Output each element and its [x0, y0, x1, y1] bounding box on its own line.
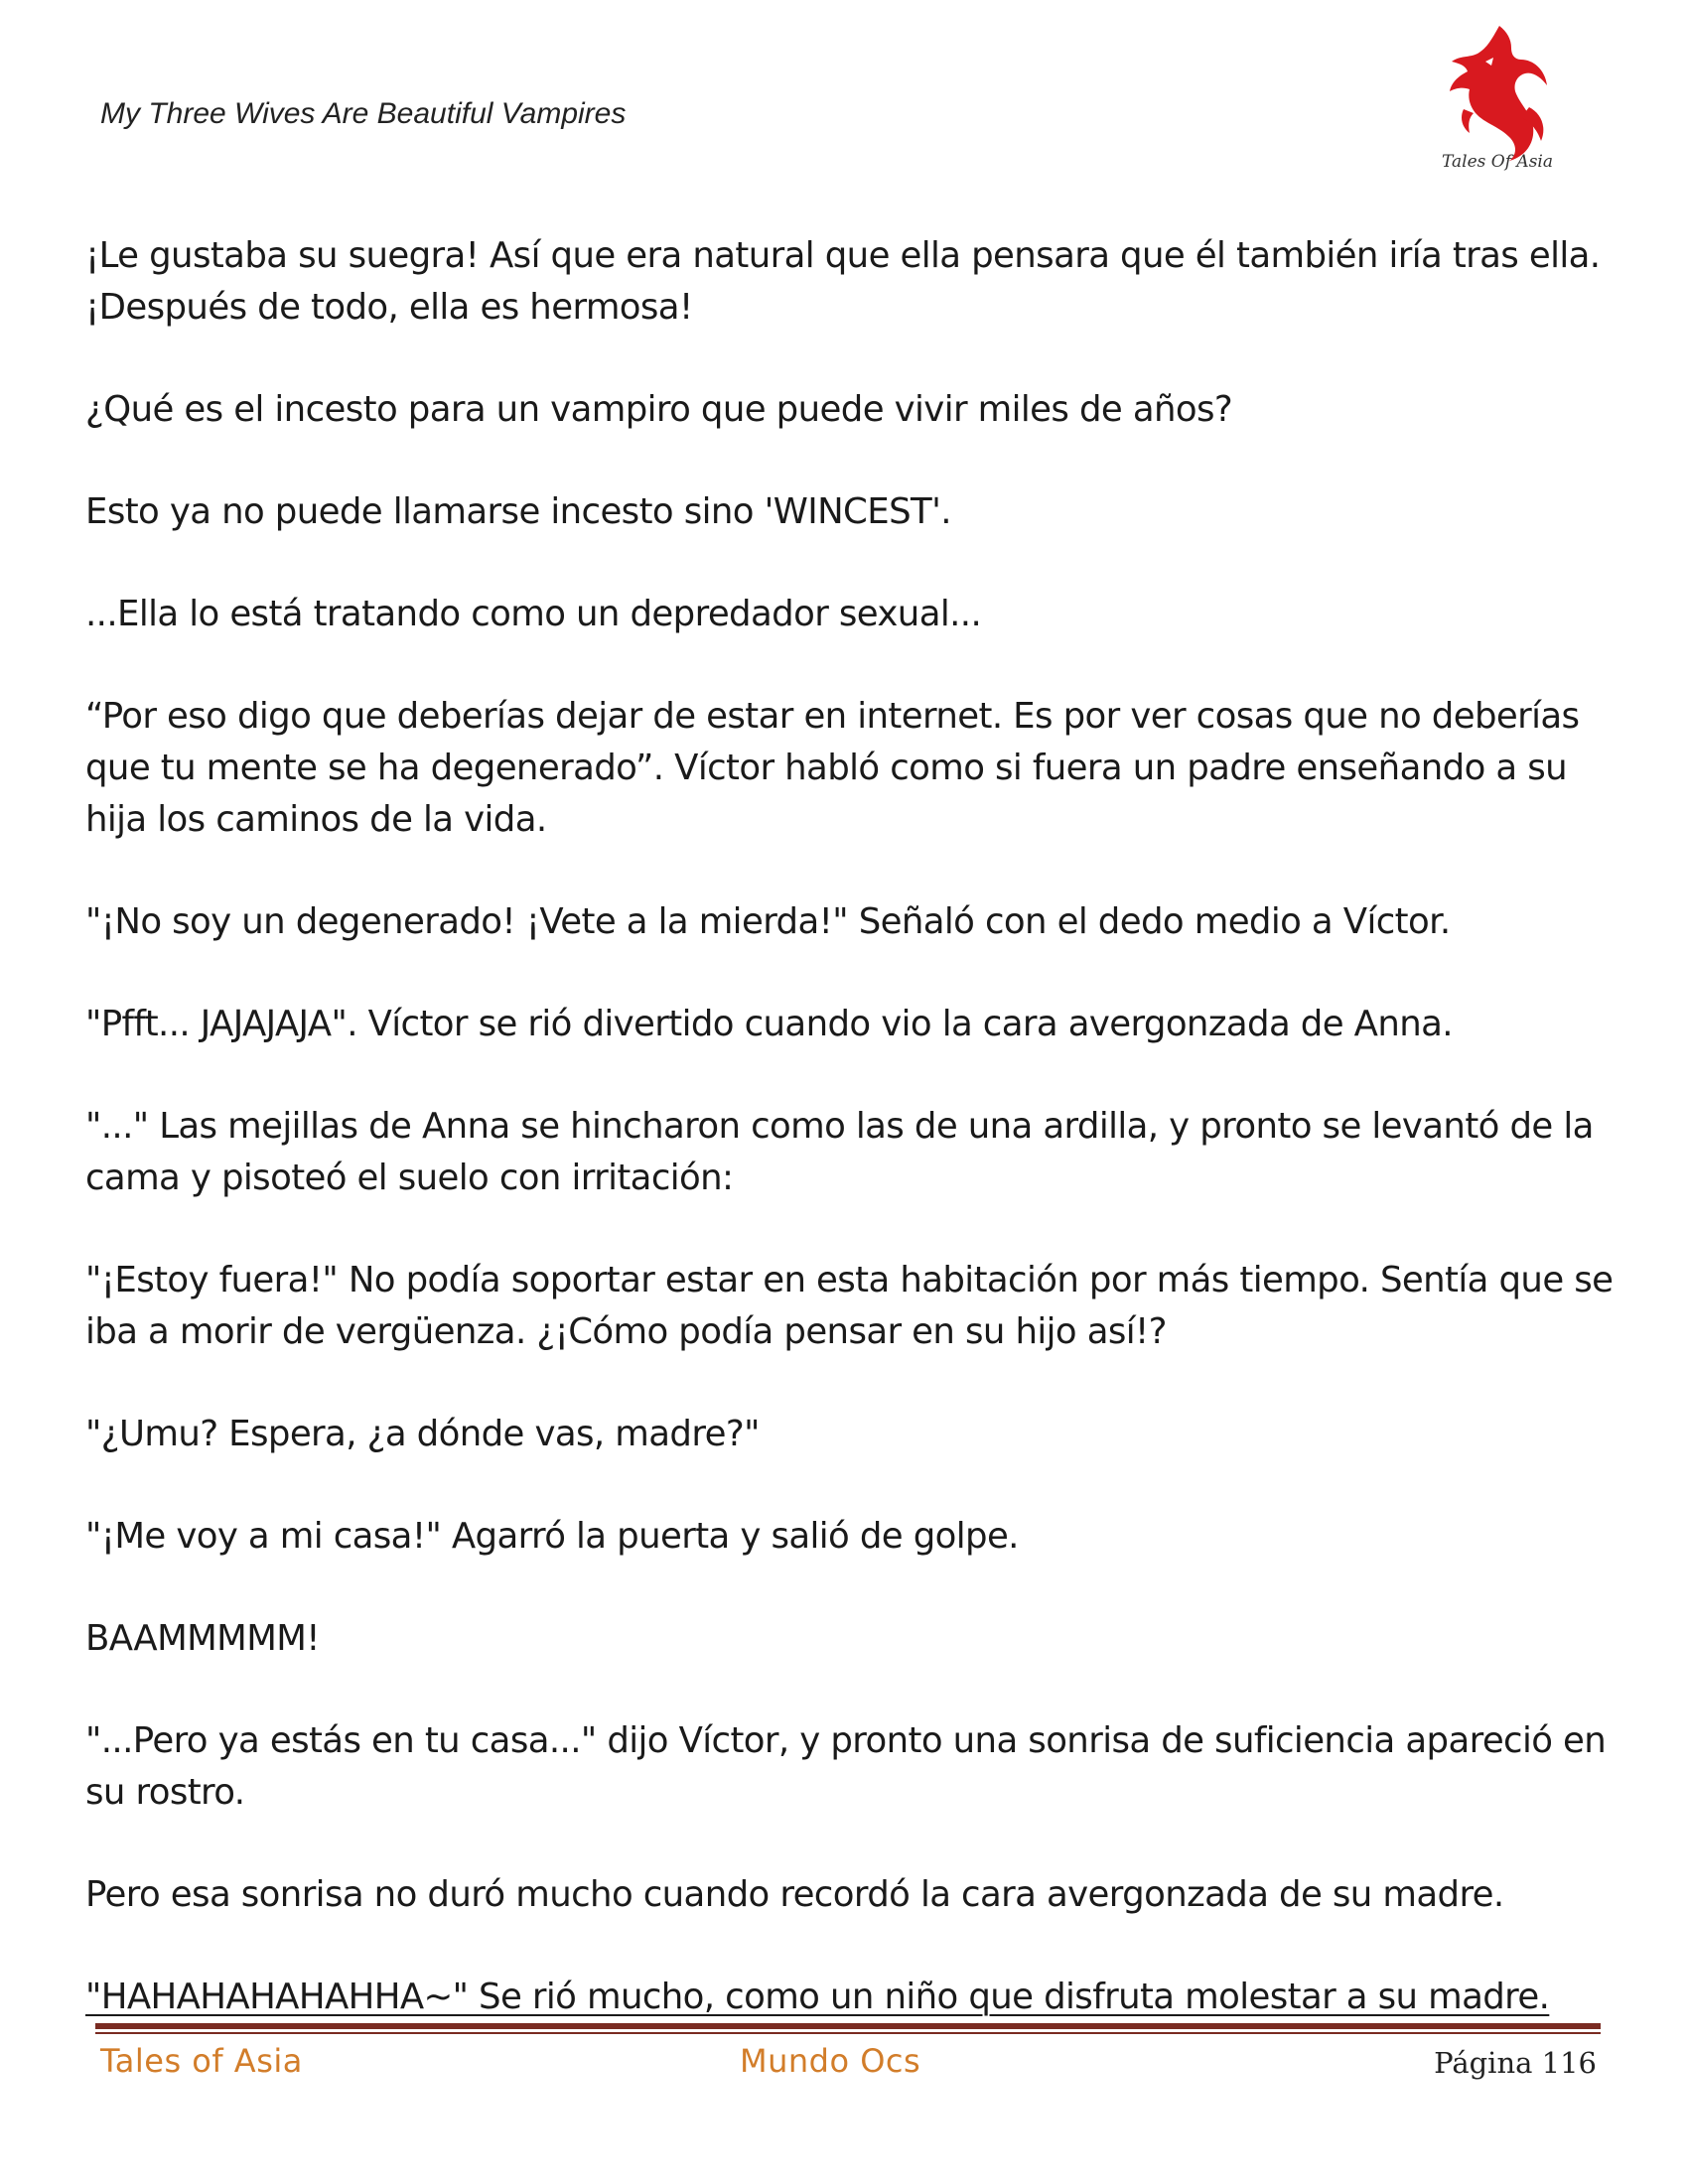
paragraph: "Pfft... JAJAJAJA". Víctor se rió divertido cuando vio la cara avergonzada de Anna. [85, 1004, 1453, 1044]
paragraph: "¿Umu? Espera, ¿a dónde vas, madre?" [85, 1414, 760, 1454]
paragraph: "..." Las mejillas de Anna se hincharon como las de una ardilla, y pronto se levantó de la cama y pisoteó el suelo con irritación: [85, 1106, 1594, 1198]
paragraph: "¡No soy un degenerado! ¡Vete a la mierda!" Señaló con el dedo medio a Víctor. [85, 901, 1451, 942]
footer-translator: Mundo Ocs [740, 2042, 921, 2080]
paragraph: "HAHAHAHAHAHHA~" Se rió mucho, como un niño que disfruta molestar a su madre. [85, 1977, 1550, 2017]
paragraph: Pero esa sonrisa no duró mucho cuando recordó la cara avergonzada de su madre. [85, 1874, 1504, 1915]
paragraph: “Por eso digo que deberías dejar de estar en internet. Es por ver cosas que no deberías que tu mente se ha degenerado”. Víctor habló como si fuera un padre enseñando a su hija los caminos de la vida. [85, 696, 1580, 840]
paragraph: "¡Estoy fuera!" No podía soportar estar en esta habitación por más tiempo. Sentía que se iba a morir de vergüenza. ¿¡Cómo podía pensar en su hijo así!? [85, 1260, 1614, 1352]
footer-divider [95, 2023, 1601, 2029]
footer-divider-thin [95, 2032, 1601, 2034]
paragraph: ¡Le gustaba su suegra! Así que era natural que ella pensara que él también iría tras ella. ¡Después de todo, ella es hermosa! [85, 235, 1601, 328]
paragraph: Esto ya no puede llamarse incesto sino 'WINCEST'. [85, 491, 951, 532]
paragraph: "¡Me voy a mi casa!" Agarró la puerta y salió de golpe. [85, 1516, 1019, 1557]
paragraph: ...Ella lo está tratando como un depredador sexual... [85, 594, 982, 634]
document-header-title: My Three Wives Are Beautiful Vampires [100, 97, 627, 130]
paragraph: "...Pero ya estás en tu casa..." dijo Víctor, y pronto una sonrisa de suficiencia apareció en su rostro. [85, 1720, 1607, 1813]
paragraph: BAAMMMMM! [85, 1618, 320, 1659]
logo-caption: Tales Of Asia [1442, 152, 1553, 172]
page-number: Página 116 [1434, 2046, 1597, 2080]
paragraph: ¿Qué es el incesto para un vampiro que puede vivir miles de años? [85, 389, 1233, 430]
page-body [85, 230, 1615, 2023]
footer-site-name: Tales of Asia [100, 2042, 303, 2080]
